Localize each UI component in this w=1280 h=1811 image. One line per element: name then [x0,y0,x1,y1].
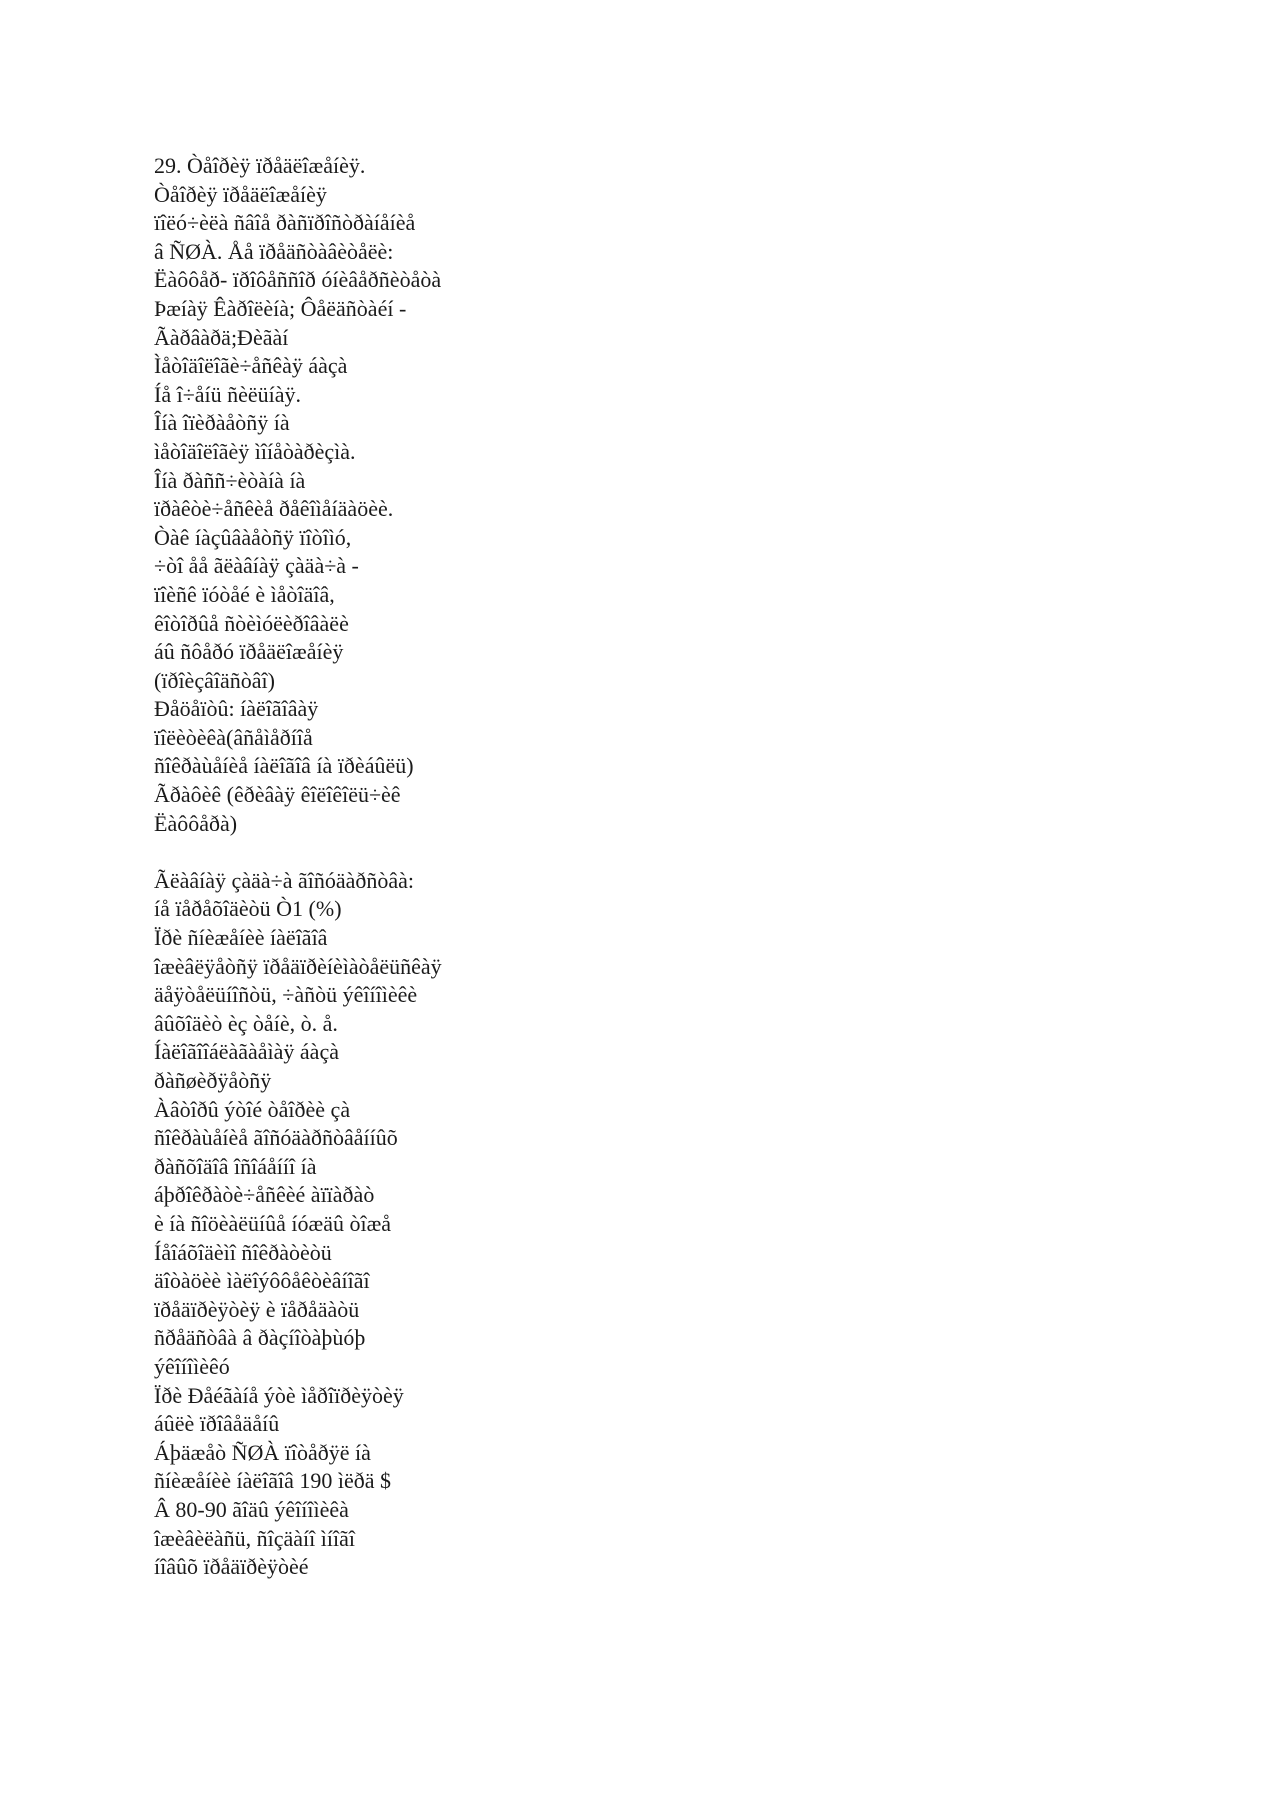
text-line: ïðàêòè÷åñêèå ðåêîìåíäàöèè. [154,496,394,522]
text-line: è íà ñîöèàëüíûå íóæäû òîæå [154,1210,392,1236]
text-line: äîòàöèè ìàëîýôôåêòèâíîãî [154,1268,370,1294]
text-line: ðàñøèðÿåòñÿ [154,1068,272,1093]
section-state-task [154,867,1154,1582]
text-line: ïðåäïðèÿòèÿ è ïåðåäàòü [154,1296,360,1322]
text-line: Íàëîãîîáëàãàåìàÿ áàçà [154,1039,339,1065]
text-line: Ãðàôèê (êðèâàÿ êîëîêîëü÷èê [154,782,401,808]
text-line: êîòîðûå ñòèìóëèðîâàëè [154,610,349,636]
text-line: ìåòîäîëîãèÿ ìîíåòàðèçìà. [154,438,356,464]
text-line: îæèâëÿåòñÿ ïðåäïðèíèìàòåëüñêàÿ [154,953,442,979]
text-line: Ãëàâíàÿ çàäà÷à ãîñóäàðñòâà: [154,867,415,893]
text-line: ñîêðàùåíèå ãîñóäàðñòâåííûõ [154,1125,398,1151]
text-line: Òàê íàçûâàåòñÿ ïîòîìó, [154,524,352,550]
text-line: â ÑØÀ. Åå ïðåäñòàâèòåëè: [154,238,394,264]
text-line: áûëè ïðîâåäåíû [154,1411,280,1437]
text-line: Îíà ðàññ÷èòàíà íà [154,467,306,493]
text-line: Þæíàÿ Êàðîëèíà; Ôåëäñòàéí - [154,295,407,321]
text-line: ïîëèòèêà(âñåìåðíîå [154,724,313,750]
text-line: ïîëó÷èëà ñâîå ðàñïðîñòðàíåíèå [154,210,416,236]
text-line: ïîèñê ïóòåé è ìåòîäîâ, [154,581,335,607]
text-line: ñíèæåíèè íàëîãîâ 190 ìëðä $ [154,1468,391,1494]
text-line: Íåîáõîäèìî ñîêðàòèòü [154,1239,332,1265]
text-line: Ïðè ñíèæåíèè íàëîãîâ [154,925,328,951]
text-line: Ïðè Ðåéãàíå ýòè ìåðîïðèÿòèÿ [154,1382,404,1408]
text-line: ÷òî åå ãëàâíàÿ çàäà÷à - [154,553,359,579]
text-line: Ìåòîäîëîãè÷åñêàÿ áàçà [154,353,348,379]
text-line: âûõîäèò èç òåíè, ò. å. [154,1010,338,1036]
text-line: Ãàðâàðä;Ðèãàí [154,324,289,350]
text-line: Áþäæåò ÑØÀ ïîòåðÿë íà [154,1439,371,1465]
text-line: ýêîíîìèêó [154,1353,230,1379]
text-line: äåÿòåëüíîñòü, ÷àñòü ýêîíîìèêè [154,982,418,1008]
text-line: íîâûõ ïðåäïðèÿòèé [154,1554,309,1580]
text-line: Àâòîðû ýòîé òåîðèè çà [154,1096,351,1122]
text-line: íå ïåðåõîäèòü Ò1 (%) [154,896,342,922]
text-line: ðàñõîäîâ îñîáåííî íà [154,1153,317,1179]
text-line: Îíà îïèðàåòñÿ íà [154,410,290,436]
text-line: Â 80-90 ãîäû ýêîíîìèêà [154,1496,349,1522]
text-line: ñîêðàùåíèå íàëîãîâ íà ïðèáûëü) [154,753,414,779]
text-line: áþðîêðàòè÷åñêèé àïïàðàò [154,1182,375,1208]
text-line: Íå î÷åíü ñèëüíàÿ. [154,381,302,407]
text-line: Òåîðèÿ ïðåäëîæåíèÿ [154,181,327,207]
text-line: áû ñôåðó ïðåäëîæåíèÿ [154,639,344,665]
text-line: Ðåöåïòû: íàëîãîâàÿ [154,696,319,722]
document-body [154,152,1154,1582]
text-line: Ëàôôåðà) [154,810,238,836]
text-line: Ëàôôåð- ïðîôåññîð óíèâåðñèòåòà [154,267,442,293]
paragraph-gap [154,838,1154,867]
text-line: (ïðîèçâîäñòâî) [154,667,275,693]
text-line: îæèâèëàñü, ñîçäàíî ìíîãî [154,1525,355,1551]
text-line: ñðåäñòâà â ðàçíîòàþùóþ [154,1325,366,1351]
section-theory [154,152,1154,838]
heading-line: 29. Òåîðèÿ ïðåäëîæåíèÿ. [154,153,366,178]
